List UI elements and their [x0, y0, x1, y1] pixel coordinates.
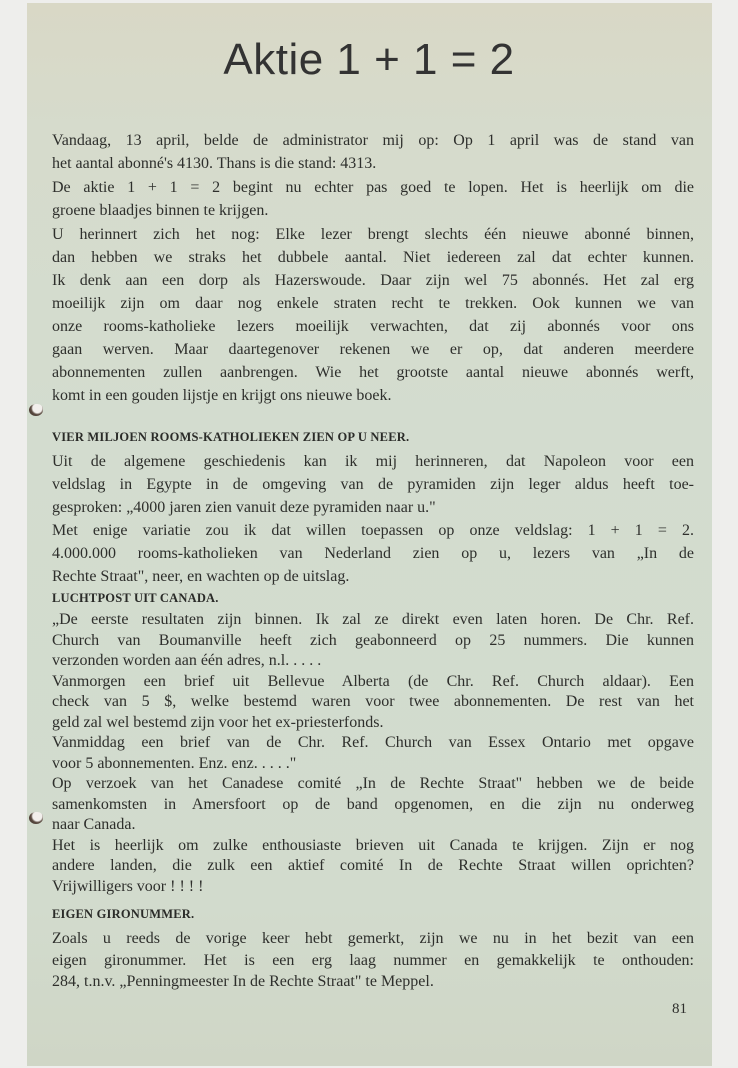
text-line: dan hebben we straks het dubbele aantal. Niet iedereen zal dat echter kunnen.	[52, 249, 694, 266]
text-line: check van 5 $, welke bestemd waren voor twee abonnementen. De rest van het	[52, 693, 694, 710]
text-line: eigen gironummer. Het is een erg laag nummer en gemakkelijk te onthouden:	[52, 951, 694, 969]
text-line: groene blaadjes binnen te krijgen.	[52, 202, 269, 219]
section-body-luchtpost	[52, 610, 694, 897]
text-line: U herinnert zich het nog: Elke lezer brengt slechts één nieuwe abonné binnen,	[52, 226, 694, 243]
text-line: Vandaag, 13 april, belde de administrator mij op: Op 1 april was de stand van	[52, 132, 694, 149]
text-line: Vanmorgen een brief uit Bellevue Alberta (de Chr. Ref. Church aldaar). Een	[52, 672, 694, 690]
paragraph	[52, 672, 694, 734]
punch-hole-mark	[29, 404, 43, 416]
text-line: „De eerste resultaten zijn binnen. Ik zal ze direkt even laten horen. De Chr. Ref.	[52, 611, 694, 628]
text-line: veldslag in Egypte in de omgeving van de pyramiden zijn leger aldus heeft toe-	[52, 476, 694, 493]
section-heading-gironummer: EIGEN GIRONUMMER.	[52, 907, 195, 921]
text-line: 284, t.n.v. „Penningmeester In de Rechte Straat" te Meppel.	[52, 973, 434, 990]
text-line: abonnementen zullen aanbrengen. Wie het grootste aantal nieuwe abonnés werft,	[52, 364, 694, 381]
text-line: Met enige variatie zou ik dat willen toepassen op onze veldslag: 1 + 1 = 2.	[52, 522, 694, 539]
page-number: 81	[672, 1001, 687, 1017]
paragraph	[52, 223, 694, 407]
text-line: Rechte Straat", neer, en wachten op de uitslag.	[52, 568, 350, 585]
text-line: samenkomsten in Amersfoort op de band opgenomen, en die zijn nu onderweg	[52, 795, 694, 813]
text-line: 4.000.000 rooms-katholieken van Nederland zien op u, lezers van „In de	[52, 545, 694, 562]
text-line: moeilijk zijn om daar nog enkele straten recht te trekken. Ook kunnen we van	[52, 295, 694, 312]
paragraph	[52, 450, 694, 519]
text-line: onze rooms-katholieke lezers moeilijk verwachten, dat zij abonnés voor ons	[52, 318, 694, 335]
intro-text	[52, 129, 694, 407]
text-line: De aktie 1 + 1 = 2 begint nu echter pas goed te lopen. Het is heerlijk om die	[52, 179, 694, 196]
section-body-vier-miljoen	[52, 450, 694, 588]
text-line: komt in een gouden lijstje en krijgt ons nieuwe boek.	[52, 387, 392, 404]
text-line: verzonden worden aan één adres, n.l. . . . .	[52, 652, 322, 669]
section-body-gironummer	[52, 928, 694, 993]
section-heading-luchtpost: LUCHTPOST UIT CANADA.	[52, 591, 219, 605]
text-line: andere landen, die zulk een aktief comité In de Rechte Straat willen oprichten?	[52, 857, 694, 874]
paragraph	[52, 836, 694, 898]
text-line: Het is heerlijk om zulke enthousiaste brieven uit Canada te krijgen. Zijn er nog	[52, 836, 694, 854]
text-line: Zoals u reeds de vorige keer hebt gemerkt, zijn we nu in het bezit van een	[52, 930, 694, 947]
text-line: Uit de algemene geschiedenis kan ik mij herinneren, dat Napoleon voor een	[52, 453, 694, 470]
paragraph	[52, 774, 694, 836]
text-line: Vanmiddag een brief van de Chr. Ref. Church van Essex Ontario met opgave	[52, 734, 694, 751]
paragraph	[52, 129, 694, 175]
text-line: Church van Boumanville heeft zich geabonneerd op 25 nummers. Die kunnen	[52, 631, 694, 649]
section-heading-vier-miljoen: VIER MILJOEN ROOMS-KATHOLIEKEN ZIEN OP U NEER.	[52, 430, 410, 444]
paragraph	[52, 610, 694, 672]
page-title: Aktie 1 + 1 = 2	[223, 35, 515, 84]
text-line: Vrijwilligers voor ! ! ! !	[52, 877, 204, 895]
text-line: gaan werven. Maar daartegenover rekenen we er op, dat anderen meerdere	[52, 341, 694, 358]
text-line: Ik denk aan een dorp als Hazerswoude. Daar zijn wel 75 abonnés. Het zal erg	[52, 272, 694, 289]
paragraph	[52, 733, 694, 774]
text-line: het aantal abonné's 4130. Thans is die stand: 4313.	[52, 155, 377, 172]
text-line: gesproken: „4000 jaren zien vanuit deze pyramiden naar u."	[52, 499, 436, 516]
paragraph	[52, 519, 694, 588]
text-line: Op verzoek van het Canadese comité „In de Rechte Straat" hebben we de beide	[52, 775, 694, 792]
text-line: geld zal wel bestemd zijn voor het ex-priesterfonds.	[52, 713, 384, 731]
text-line: voor 5 abonnementen. Enz. enz. . . . ."	[52, 754, 297, 772]
text-line: naar Canada.	[52, 816, 136, 833]
paragraph	[52, 928, 694, 993]
paragraph	[52, 176, 694, 222]
punch-hole-mark	[29, 812, 43, 824]
